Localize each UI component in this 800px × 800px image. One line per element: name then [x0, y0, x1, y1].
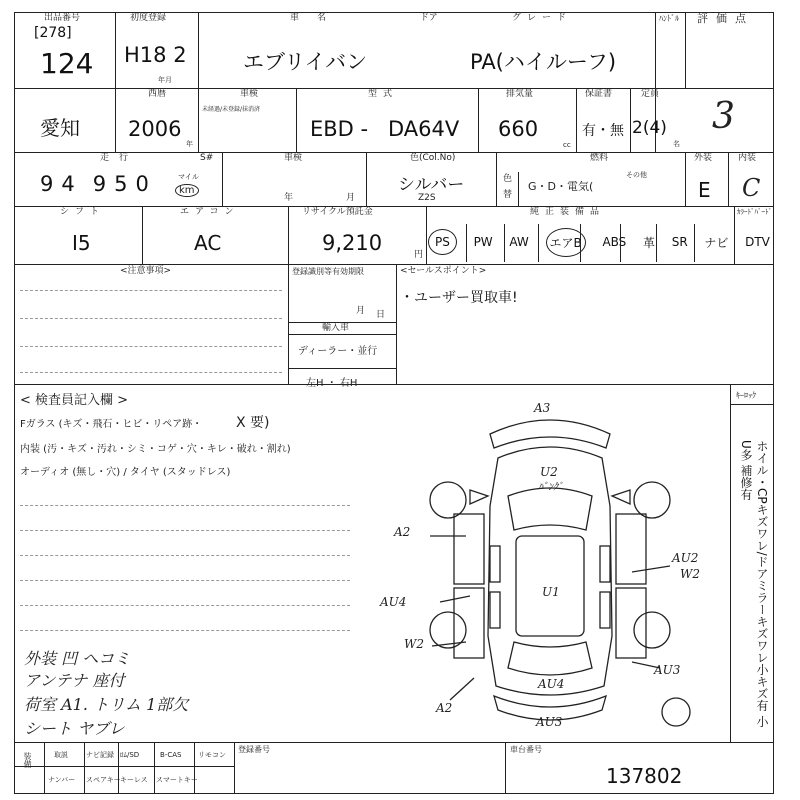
dealer-label: ディーラー・並行: [298, 346, 378, 357]
mileage-digit: 9: [92, 172, 107, 196]
keylock-label: ｷｰﾛｯｸ: [736, 391, 756, 400]
grade-value: PA(ハイルーフ): [470, 50, 617, 74]
car-diagram: [370, 396, 730, 736]
fuel-label: 燃料: [590, 153, 609, 163]
equip-label: 純正装備品: [530, 207, 606, 217]
mark-a2-rear: A2: [436, 701, 453, 715]
door-label: ドア: [420, 13, 438, 23]
inspection-note: 未経過/未登録/抹消済: [202, 106, 261, 113]
mark-u1: U1: [542, 585, 560, 599]
side-note-text: ホイル・CPキズワレ/ドアミラーキズワレ小キズ有 小U多 補修有: [739, 440, 769, 728]
warranty-label: 保証書: [585, 89, 613, 99]
sales-label: <セールスポイント>: [400, 266, 487, 276]
footer-top-item: 取説: [54, 751, 68, 759]
ext-label: 外装: [694, 153, 713, 163]
equip-sr: SR: [671, 235, 688, 249]
car-name-value: エブリイバン: [243, 50, 368, 74]
footer-bottom-item: ナンバー: [48, 776, 76, 784]
shaken-month: 月: [346, 193, 356, 203]
warranty-value: 有・無: [582, 123, 624, 139]
ac-label: エアコン: [180, 207, 240, 217]
mileage-digits: [40, 172, 170, 200]
fuel-options: G・D・電気(: [528, 180, 594, 193]
mileage-digit: 4: [61, 172, 75, 196]
cc-unit: cc: [563, 141, 571, 149]
mark-au4-rear: AU4: [538, 677, 565, 691]
fuel-other: その他: [626, 171, 647, 179]
footer-bottom-item: スペアキー: [86, 776, 121, 784]
equip-abs: ABS: [602, 235, 627, 249]
kae-label: 替: [503, 190, 513, 200]
equip-dtv: DTV: [745, 235, 770, 249]
hand-note: 外装 凹 ヘコミ: [24, 649, 131, 668]
color-value: シルバー: [398, 175, 465, 195]
score-label: 評価点: [697, 12, 754, 25]
shaken-year: 年: [284, 193, 294, 203]
year-month-unit: 年月: [158, 76, 172, 84]
hand-note: 荷室 A1. トリム 1部欠: [24, 695, 189, 714]
capacity-value: 2(4): [632, 118, 667, 138]
day-label: 日: [376, 310, 386, 320]
score-value: 3: [712, 96, 735, 137]
mileage-unit-mile: マイル: [178, 173, 199, 181]
color-code: Z2S: [418, 193, 436, 203]
import-label: 輸入車: [322, 323, 350, 333]
shift-value: I5: [72, 231, 91, 255]
equip-leather: 革: [643, 235, 656, 250]
hand-note: シート ヤブレ: [24, 719, 125, 738]
hand-note: アンテナ 座付: [24, 671, 125, 690]
mark-w2-left: W2: [404, 637, 424, 651]
year-unit: 年: [186, 140, 193, 148]
footer-top-item: ﾛﾑ/SD: [120, 751, 140, 759]
month-label: 月: [356, 306, 366, 316]
side-note: [738, 440, 772, 730]
location-value: 愛知: [40, 116, 80, 140]
ac-value: AC: [194, 231, 222, 255]
mileage-label: 走行: [100, 153, 139, 163]
iro-label: 色: [503, 174, 513, 184]
inspector-line1-mark: X 要): [236, 415, 270, 431]
mark-au3-rear: AU3: [536, 715, 563, 729]
mileage-unit-km: km: [175, 184, 199, 197]
recycle-unit: 円: [414, 250, 424, 260]
lot-bracket: [278]: [34, 25, 72, 41]
equip-aw: AW: [509, 235, 529, 249]
mark-u2: U2: [540, 465, 558, 479]
reg-no-label: 登録番号: [238, 745, 270, 754]
cc-value: 660: [498, 117, 539, 141]
color-label: 色(Col.No): [410, 153, 456, 163]
lot-label: 出品番号: [44, 13, 81, 23]
model-value: DA64V: [388, 117, 460, 141]
recycle-label: リサイクル預託金: [302, 207, 373, 217]
year-value: 2006: [128, 117, 182, 141]
caution-label: <注意事項>: [120, 266, 172, 276]
inspector-line1: Fガラス (キズ・飛石・ヒビ・リペア跡・: [20, 419, 203, 430]
mark-a3-front: A3: [534, 401, 551, 415]
car-name-label: 車名: [290, 13, 345, 23]
grade-label: グレード: [512, 13, 573, 23]
equip-pw: PW: [473, 235, 493, 249]
inspector-title: < 検査員記入欄 >: [20, 393, 129, 408]
mark-au2: AU2: [672, 551, 699, 565]
footer-top-item: リモコン: [198, 751, 226, 759]
handle-label: ﾊﾝﾄﾞﾙ: [659, 14, 679, 23]
ext-grade: E: [698, 178, 711, 202]
capacity-unit: 名: [673, 140, 680, 148]
footer-top-item: ナビ記録: [86, 751, 114, 759]
mileage-digit: 0: [135, 172, 149, 196]
shift-label: シフト: [60, 207, 106, 217]
mark-au4-left: AU4: [380, 595, 407, 609]
inspection-label: 車検: [240, 89, 259, 99]
year-label: 西暦: [148, 89, 167, 99]
footer-top-item: B-CAS: [160, 751, 182, 759]
equipment-list: [428, 226, 770, 258]
equip-extra: ｶﾗｰﾄﾞﾊﾞｰﾄﾞ: [737, 208, 772, 216]
equip-airbag: エアB: [546, 228, 586, 257]
chassis-label: 車台番号: [510, 745, 542, 754]
equip-ps: PS: [428, 229, 457, 255]
sharyo-label: S#: [200, 153, 214, 163]
chassis-number: 137802: [606, 764, 683, 788]
expiry-label: 登録識別等有効期限: [292, 267, 364, 276]
inspector-line2: 内装 (汚・キズ・汚れ・シミ・コゲ・穴・キレ・破れ・割れ): [20, 444, 291, 455]
mark-pang: ﾊﾟﾝｸﾞ: [538, 482, 563, 493]
footer-bottom-item: キーレス: [120, 776, 148, 784]
mark-w2-right: W2: [680, 567, 700, 581]
capacity-label: 定員: [641, 89, 660, 99]
sales-point: ・ユーザー買取車!: [400, 290, 518, 306]
mark-a2-left: A2: [394, 525, 411, 539]
inspector-line3: オーディオ (無し・穴) / タイヤ (スタッドレス): [20, 467, 231, 478]
footer-equip-label: 装備: [23, 752, 32, 768]
recycle-value: 9,210: [322, 231, 383, 255]
mark-au3-right: AU3: [654, 663, 681, 677]
mileage-digit: 9: [40, 172, 54, 196]
equip-navi: ナビ: [704, 235, 729, 250]
shaken-label: 車検: [284, 153, 303, 163]
first-reg-value: H18 2: [124, 43, 187, 67]
first-reg-label: 初度登録: [130, 13, 167, 23]
int-label: 内装: [738, 153, 757, 163]
model-prefix: EBD -: [310, 117, 369, 141]
cc-label: 排気量: [506, 89, 534, 99]
hand-label: 左H ・ 右H: [306, 378, 358, 389]
int-grade: C: [742, 174, 761, 202]
footer-bottom-item: スマートキー: [156, 776, 198, 784]
model-label: 型式: [368, 89, 399, 99]
mileage-digit: 5: [114, 172, 128, 196]
lot-number: 124: [40, 47, 94, 80]
